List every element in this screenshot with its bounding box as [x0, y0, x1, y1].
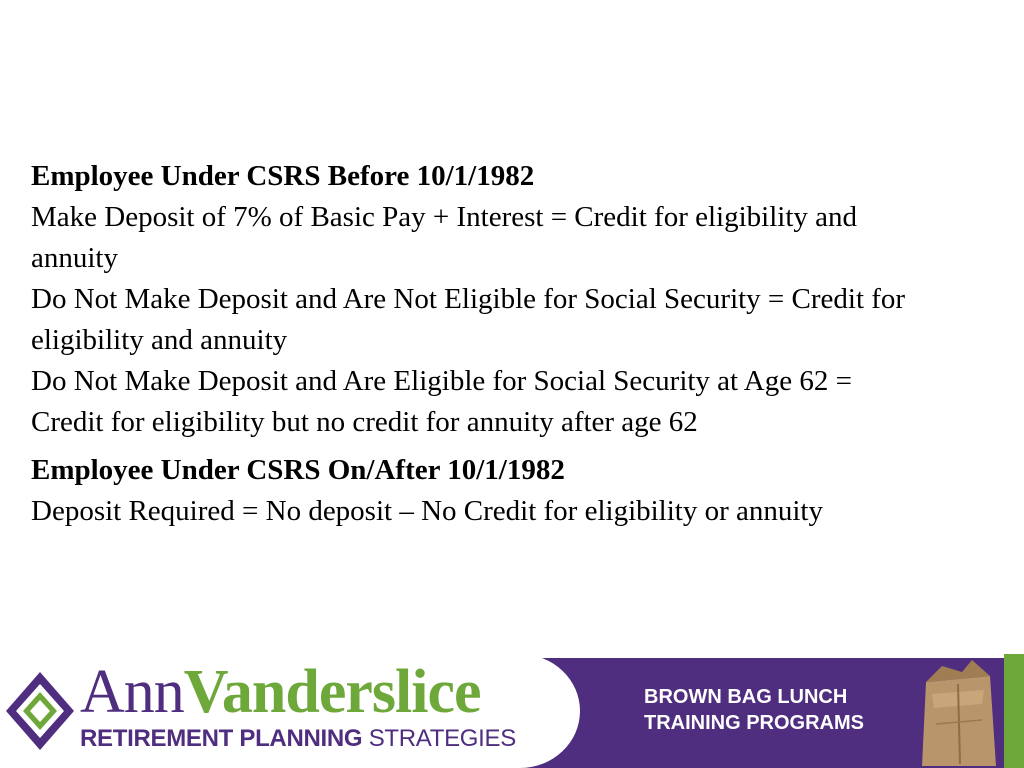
slide-content: [31, 156, 911, 532]
section-before-1982: [31, 156, 911, 443]
footer-banner: [0, 654, 1024, 768]
program-line-2: TRAINING PROGRAMS: [644, 712, 864, 734]
brand-first: Ann: [80, 658, 184, 726]
section-heading: Employee Under CSRS Before 10/1/1982: [31, 160, 535, 192]
brown-bag-icon: [912, 654, 1004, 768]
program-line-1: BROWN BAG LUNCH: [644, 686, 848, 708]
section-after-1982: [31, 450, 911, 532]
section-heading: Employee Under CSRS On/After 10/1/1982: [31, 454, 565, 486]
section-paragraph: Do Not Make Deposit and Are Eligible for Social Security at Age 62 = Credit for eligibility but no credit for annuity after age 62: [31, 365, 852, 438]
brand-last: Vanderslice: [183, 658, 481, 726]
tagline-rest: STRATEGIES: [368, 725, 516, 752]
brand-tagline: [80, 724, 516, 754]
program-title: [644, 684, 864, 736]
section-paragraph: Deposit Required = No deposit – No Credit for eligibility or annuity: [31, 495, 823, 527]
logo-diamond-icon: [4, 666, 76, 756]
brand-name: [80, 658, 480, 726]
footer-green-strip: [1004, 654, 1024, 768]
section-paragraph: Do Not Make Deposit and Are Not Eligible for Social Security = Credit for eligibility and annuity: [31, 283, 906, 356]
tagline-bold: RETIREMENT PLANNING: [80, 725, 363, 752]
section-paragraph: Make Deposit of 7% of Basic Pay + Interest = Credit for eligibility and annuity: [31, 201, 858, 274]
